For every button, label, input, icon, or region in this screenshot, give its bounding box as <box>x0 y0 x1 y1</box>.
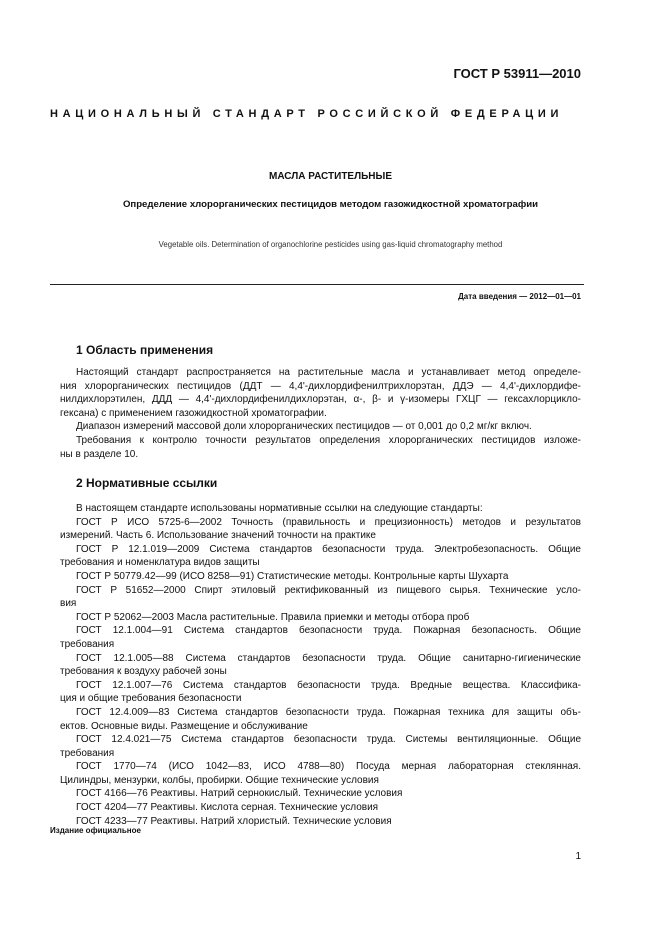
text-line: Цилиндры, мензурки, колбы, пробирки. Общие технические условия <box>60 774 379 786</box>
document-subtitle: Определение хлорорганических пестицидов методом газожидкостной хроматографии <box>122 199 539 210</box>
text-line: ГОСТ 4233—77 Реактивы. Натрий хлористый. Технические условия <box>76 815 392 827</box>
text-line: ГОСТ 12.4.021—75 Система стандартов безопасности труда. Системы вентиляционные. Общие <box>76 734 581 746</box>
text-line: измерений. Часть 6. Использование значений точности на практике <box>60 530 376 542</box>
section-heading-scope: 1 Область применения <box>76 343 214 357</box>
text-line: требования и номенклатура видов защиты <box>60 557 260 569</box>
text-line: требования <box>60 747 115 759</box>
text-line: Настоящий стандарт распространяется на растительные масла и устанавливает метод определе- <box>76 367 581 378</box>
text-line: ГОСТ 4204—77 Реактивы. Кислота серная. Технические условия <box>76 802 379 814</box>
text-line: ГОСТ 12.1.005—88 Система стандартов безопасности труда. Общие санитарно-гигиенические <box>76 652 581 664</box>
text-line: ГОСТ Р 52062—2003 Масла растительные. Правила приемки и методы отбора проб <box>76 611 470 623</box>
text-line: ГОСТ 12.1.004—91 Система стандартов безопасности труда. Пожарная безопасность. Общие <box>76 625 581 637</box>
text-line: В настоящем стандарте использованы нормативные ссылки на следующие стандарты: <box>76 503 483 514</box>
text-line: нилдихлорэтилен, ДДД — 4,4'-дихлордифенилдихлорэтан, α-, β- и γ-изомеры ГХЦГ — гексахлорцикло- <box>60 394 581 406</box>
text-line: ГОСТ Р 50779.42—99 (ИСО 8258—91) Статистические методы. Контрольные карты Шухарта <box>76 570 509 582</box>
text-line: ектов. Основные виды. Размещение и обслуживание <box>60 720 308 732</box>
page-number: 1 <box>575 851 581 862</box>
document-title: МАСЛА РАСТИТЕЛЬНЫЕ <box>269 171 392 182</box>
text-line: вия <box>60 598 77 610</box>
text-line: ция и общие требования безопасности <box>60 693 242 705</box>
text-line: ния хлорорганических пестицидов (ДДТ — 4,4'-дихлордифенилтрихлорэтан, ДДЭ — 4,4'-дихлордифе- <box>60 380 581 392</box>
text-line: требования <box>60 638 115 650</box>
text-line: ГОСТ 12.1.007—76 Система стандартов безопасности труда. Вредные вещества. Классифика- <box>76 679 581 691</box>
document-number: ГОСТ Р 53911—2010 <box>453 66 581 81</box>
text-line: ГОСТ 1770—74 (ИСО 1042—83, ИСО 4788—80) Посуда мерная лабораторная стеклянная. <box>76 761 581 773</box>
text-line: ГОСТ Р ИСО 5725-6—2002 Точность (правильность и прецизионность) методов и результатов <box>76 516 581 528</box>
text-line: требования к воздуху рабочей зоны <box>60 666 227 678</box>
text-line: ны в разделе 10. <box>60 448 139 460</box>
text-line: гексана) с применением газожидкостной хроматографии. <box>60 407 327 419</box>
section-body-references <box>60 502 581 828</box>
introduction-date: Дата введения — 2012—01—01 <box>458 292 581 301</box>
horizontal-rule <box>50 284 584 285</box>
text-line: ГОСТ 4166—76 Реактивы. Натрий сернокислый. Технические условия <box>76 788 403 800</box>
section-heading-references: 2 Нормативные ссылки <box>76 476 218 490</box>
english-title: Vegetable oils. Determination of organochlorine pesticides using gas-liquid chromatography method <box>158 240 503 249</box>
section-body-scope <box>60 366 581 461</box>
text-line: ГОСТ Р 12.1.019—2009 Система стандартов безопасности труда. Электробезопасность. Общие <box>76 543 581 555</box>
text-line: Диапазон измерений массовой доли хлорорганических пестицидов — от 0,001 до 0,2 мг/кг включ. <box>76 421 532 433</box>
edition-label: Издание официальное <box>50 826 141 835</box>
text-line: ГОСТ Р 51652—2000 Спирт этиловый ректификованный из пищевого сырья. Технические усло- <box>76 584 581 596</box>
text-line: Требования к контролю точности результатов определения хлорорганических пестицидов изложе- <box>76 434 581 446</box>
national-standard-banner: НАЦИОНАЛЬНЫЙ СТАНДАРТ РОССИЙСКОЙ ФЕДЕРАЦИИ <box>50 108 564 120</box>
text-line: ГОСТ 12.4.009—83 Система стандартов безопасности труда. Пожарная техника для защиты объ- <box>76 706 581 718</box>
